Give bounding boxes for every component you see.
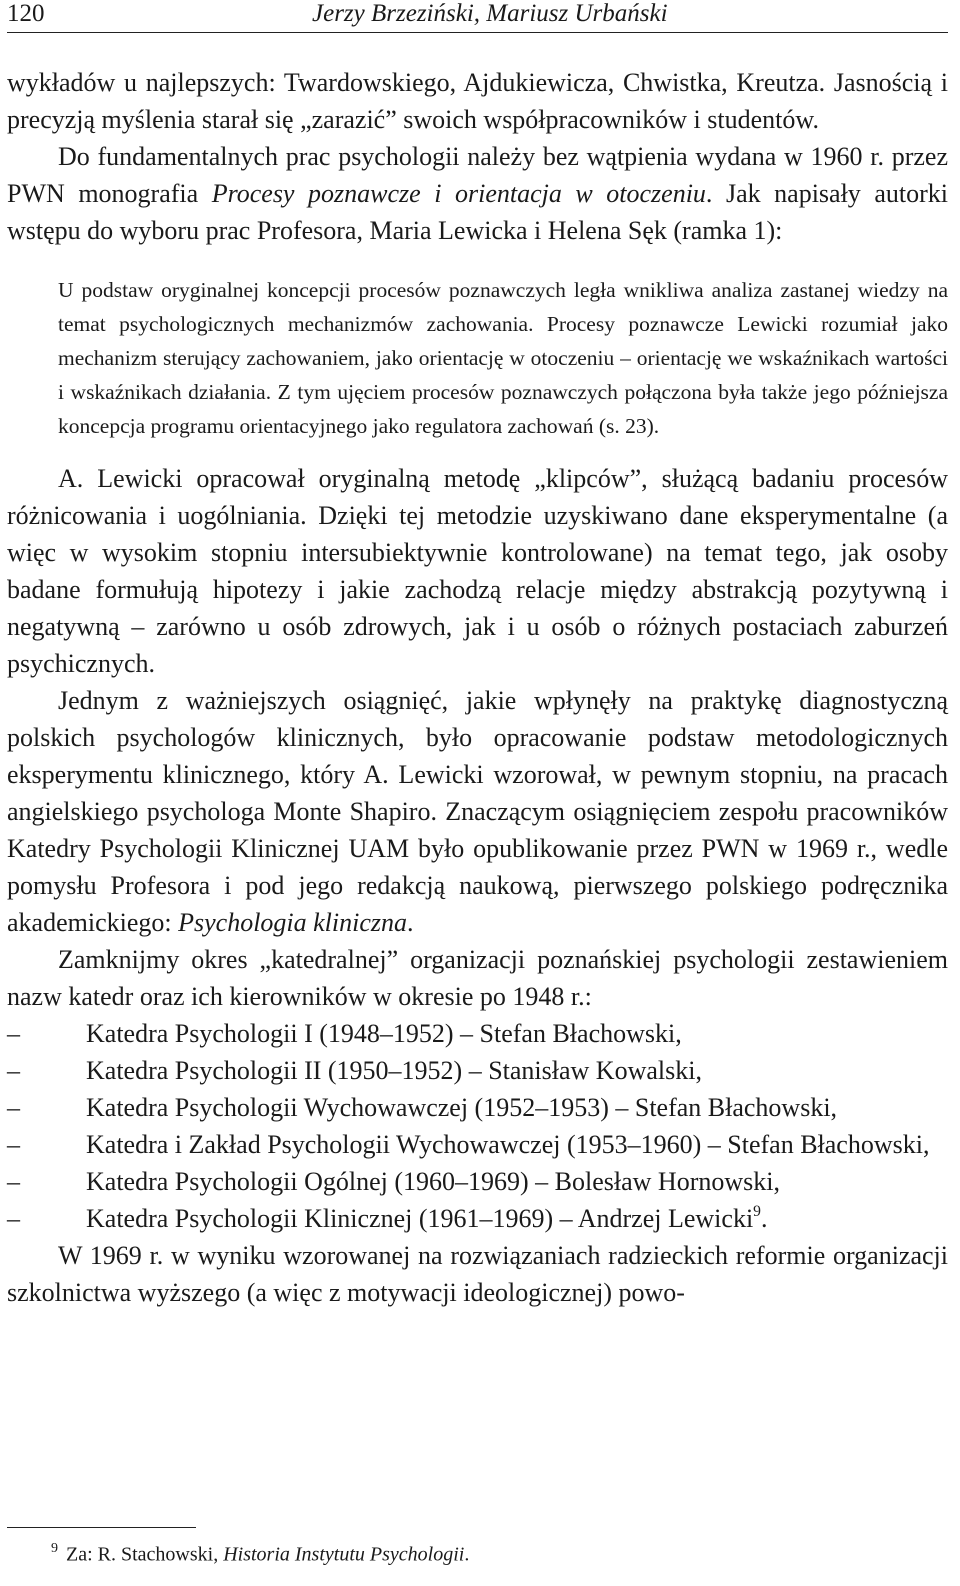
footnote-number: 9 [51, 1541, 58, 1556]
list-item: – Katedra Psychologii I (1948–1952) – Stefan Błachowski, [7, 1015, 948, 1052]
list-item: – Katedra Psychologii Klinicznej (1961–1969) – Andrzej Lewicki$^9$. [7, 1200, 948, 1237]
running-head [7, 0, 948, 33]
page-number: 120 [7, 0, 45, 27]
list-item: – Katedra Psychologii Wychowawczej (1952–1953) – Stefan Błachowski, [7, 1089, 948, 1126]
dash-marker: – [7, 1093, 20, 1122]
list-item: – Katedra i Zakład Psychologii Wychowawczej (1953–1960) – Stefan Błachowski, [7, 1126, 948, 1163]
department-list [7, 1015, 948, 1237]
book-title: Psychologia kliniczna [178, 908, 408, 937]
paragraph: A. Lewicki opracował oryginalną metodę „klipców”, służącą badaniu procesów różnicowania i uogólniania. Dzięki tej metodzie uzyskiwano dane eksperymentalne (a więc w wysokim stopniu intersubiektywnie kontrolowane) na temat tego, jak osoby badane formułują hipotezy i jakie zachodzą relacje między abstrakcją pozytywną i negatywną – zarówno u osób zdrowych, jak i u osób o różnych postaciach zaburzeń psychicznych. [7, 464, 948, 678]
book-title: Procesy poznawcze i orientacja w otoczeniu [211, 179, 706, 208]
body-text [7, 64, 948, 1311]
footnote-reference[interactable]: 9 [753, 1203, 761, 1221]
paragraph: Do fundamentalnych prac psychologii należy bez wątpienia wydana w 1960 r. przez PWN monografia Procesy poznawcze i orientacja w otoczeniu. Jak napisały autorki wstępu do wyboru prac Profesora, Maria Lewicka i Helena Sęk (ramka 1): [7, 142, 948, 245]
dash-marker: – [7, 1167, 20, 1196]
footnote-divider [7, 1527, 196, 1528]
paragraph: W 1969 r. w wyniku wzorowanej na rozwiązaniach radzieckich reformie organizacji szkolnictwa wyższego (a więc z motywacji ideologicznej) powo- [7, 1241, 948, 1307]
dash-marker: – [7, 1056, 20, 1085]
paragraph: Jednym z ważniejszych osiągnięć, jakie wpłynęły na praktykę diagnostyczną polskich psychologów klinicznych, było opracowanie podstaw metodologicznych eksperymentu klinicznego, który A. Lewicki wzorował, w pewnym stopniu, na pracach angielskiego psychologa Monte Shapiro. Znaczącym osiągnięciem zespołu pracowników Katedry Psychologii Klinicznej UAM było opublikowanie przez PWN w 1969 r., wedle pomysłu Profesora i pod jego redakcją naukową, pierwszego polskiego podręcznika akademickiego: Psychologia kliniczna. [7, 686, 948, 937]
list-item: – Katedra Psychologii Ogólnej (1960–1969) – Bolesław Hornowski, [7, 1163, 948, 1200]
footnote: $^9$ Za: R. Stachowski, Historia Instytutu Psychologii. [51, 1541, 470, 1566]
dash-marker: – [7, 1019, 20, 1048]
block-quote: U podstaw oryginalnej koncepcji procesów poznawczych legła wnikliwa analiza zastanej wiedzy na temat psychologicznych mechanizmów zachowania. Procesy poznawcze Lewicki rozumiał jako mechanizm sterujący zachowaniem, jako orientację w otoczeniu – orientację we wskaźnikach wartości i wskaźnikach działania. Z tym ujęciem procesów poznawczych połączona była także jego późniejsza koncepcja programu orientacyjnego jako regulatora zachowań (s. 23). [58, 278, 948, 438]
paragraph: Zamknijmy okres „katedralnej” organizacji poznańskiej psychologii zestawieniem nazw katedr oraz ich kierowników w okresie po 1948 r.: [7, 945, 948, 1011]
dash-marker: – [7, 1204, 20, 1233]
paragraph: wykładów u najlepszych: Twardowskiego, Ajdukiewicza, Chwistka, Kreutza. Jasnością i precyzją myślenia starał się „zarazić” swoich współpracowników i studentów. [7, 68, 948, 134]
running-title: Jerzy Brzeziński, Mariusz Urbański [312, 0, 668, 27]
book-title: Historia Instytutu Psychologii [223, 1543, 465, 1566]
list-item: – Katedra Psychologii II (1950–1952) – Stanisław Kowalski, [7, 1052, 948, 1089]
dash-marker: – [7, 1130, 20, 1159]
